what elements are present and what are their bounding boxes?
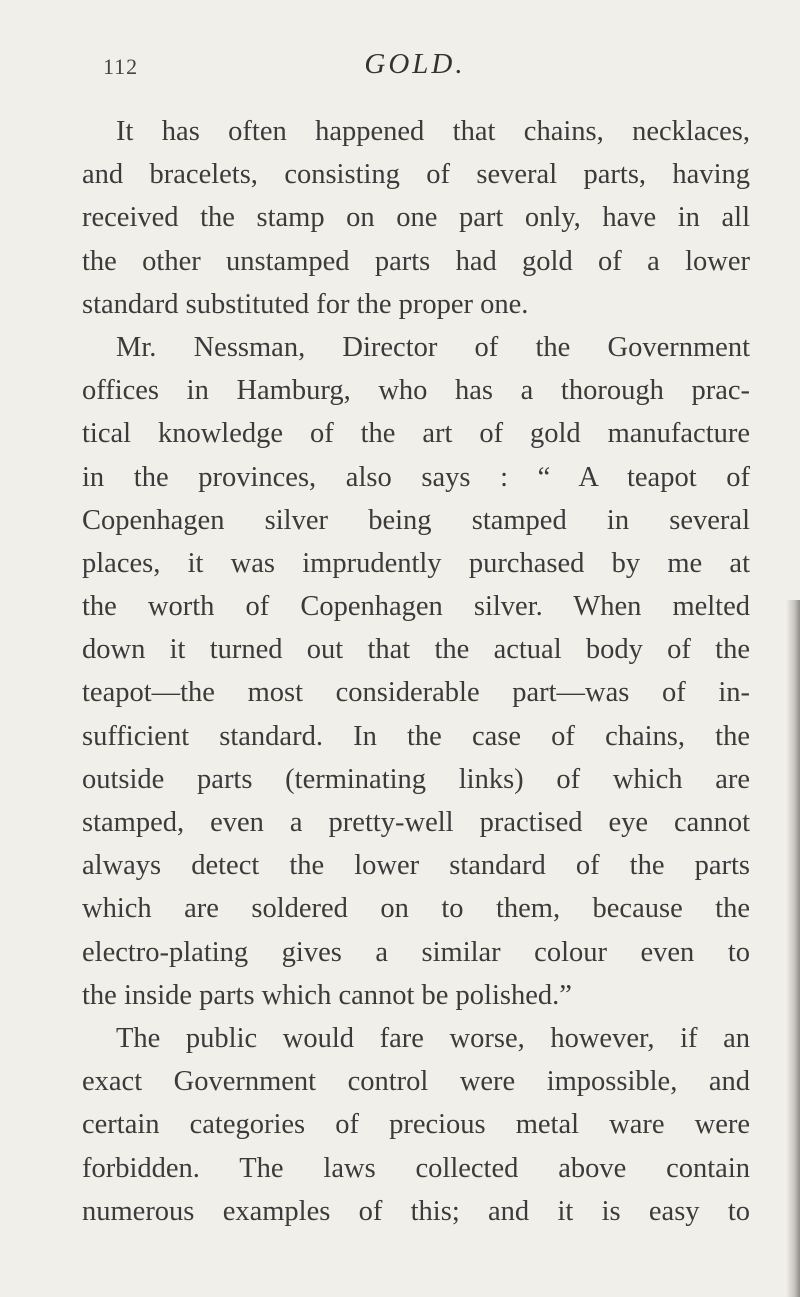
body-text xyxy=(82,110,750,1233)
text-line: outside parts (terminating links) of which are xyxy=(82,763,750,795)
text-line: always detect the lower standard of the parts xyxy=(82,850,750,882)
text-line: down it turned out that the actual body of the xyxy=(82,634,750,666)
text-line: sufficient standard. In the case of chains, the xyxy=(82,720,750,752)
text-line: which are soldered on to them, because the xyxy=(82,893,750,925)
text-line: in the provinces, also says : “ A teapot of xyxy=(82,461,750,493)
text-line: electro-plating gives a similar colour even to xyxy=(82,936,750,968)
text-line: Copenhagen silver being stamped in several xyxy=(82,504,750,536)
text-line: tical knowledge of the art of gold manufacture xyxy=(82,418,750,450)
text-line: received the stamp on one part only, have in all xyxy=(82,202,750,234)
text-line: The public would fare worse, however, if an xyxy=(116,1022,750,1054)
text-line: forbidden. The laws collected above contain xyxy=(82,1152,750,1184)
text-line: certain categories of precious metal ware were xyxy=(82,1109,750,1141)
page-edge-shadow xyxy=(786,600,800,1297)
text-line: teapot—the most considerable part—was of in- xyxy=(82,677,750,709)
text-line: offices in Hamburg, who has a thorough prac- xyxy=(82,375,750,407)
text-line: numerous examples of this; and it is easy to xyxy=(82,1195,750,1227)
text-line: the worth of Copenhagen silver. When melted xyxy=(82,591,750,623)
text-line: places, it was imprudently purchased by me at xyxy=(82,547,750,579)
page-header xyxy=(0,48,800,88)
text-line: Mr. Nessman, Director of the Government xyxy=(116,331,750,363)
text-line: stamped, even a pretty-well practised eye cannot xyxy=(82,807,750,838)
running-head: GOLD. xyxy=(364,48,466,80)
text-line: the other unstamped parts had gold of a lower xyxy=(82,245,750,277)
text-line: and bracelets, consisting of several parts, having xyxy=(82,159,750,191)
text-line: the inside parts which cannot be polished.” xyxy=(82,979,572,1011)
text-line: It has often happened that chains, necklaces, xyxy=(116,116,750,147)
text-line: standard substituted for the proper one. xyxy=(82,288,529,320)
page-number: 112 xyxy=(103,54,139,79)
text-line: exact Government control were impossible, and xyxy=(82,1066,750,1098)
